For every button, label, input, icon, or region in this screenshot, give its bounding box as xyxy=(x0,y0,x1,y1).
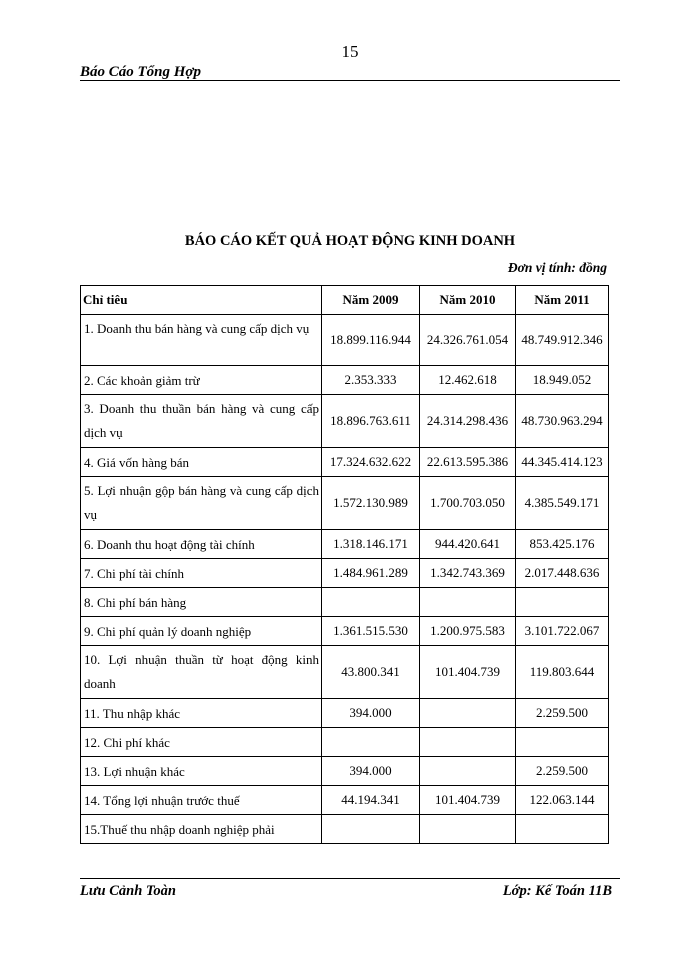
row-label: 12. Chi phí khác xyxy=(81,728,322,757)
value-2009: 18.896.763.611 xyxy=(322,395,420,448)
table-row xyxy=(81,448,609,477)
value-2010 xyxy=(420,588,516,617)
value-2011: 4.385.549.171 xyxy=(516,477,609,530)
value-2010: 1.700.703.050 xyxy=(420,477,516,530)
table-row xyxy=(81,728,609,757)
table-row xyxy=(81,646,609,699)
value-2010: 944.420.641 xyxy=(420,530,516,559)
row-label: 3. Doanh thu thuần bán hàng và cung cấp dịch vụ xyxy=(81,395,322,448)
value-2011: 119.803.644 xyxy=(516,646,609,699)
value-2010 xyxy=(420,699,516,728)
value-2009: 1.361.515.530 xyxy=(322,617,420,646)
value-2009: 1.484.961.289 xyxy=(322,559,420,588)
report-title: BÁO CÁO KẾT QUẢ HOẠT ĐỘNG KINH DOANH xyxy=(184,233,516,249)
value-2010: 101.404.739 xyxy=(420,786,516,815)
footer-author: Lưu Cảnh Toàn xyxy=(80,883,176,899)
value-2009: 18.899.116.944 xyxy=(322,315,420,366)
row-label: 13. Lợi nhuận khác xyxy=(81,757,322,786)
value-2009 xyxy=(322,588,420,617)
value-2011 xyxy=(516,815,609,844)
table-row xyxy=(81,617,609,646)
value-2009: 44.194.341 xyxy=(322,786,420,815)
value-2009: 2.353.333 xyxy=(322,366,420,395)
row-label: 11. Thu nhập khác xyxy=(81,699,322,728)
row-label: 6. Doanh thu hoạt động tài chính xyxy=(81,530,322,559)
footer-class: Lớp: Kế Toán 11B xyxy=(502,883,612,899)
value-2010: 1.342.743.369 xyxy=(420,559,516,588)
table-header-row xyxy=(81,286,609,315)
row-label: 5. Lợi nhuận gộp bán hàng và cung cấp dịch vụ xyxy=(81,477,322,530)
page-footer xyxy=(80,878,620,900)
page-header: Báo Cáo Tổng Hợp xyxy=(80,64,620,81)
value-2010 xyxy=(420,728,516,757)
value-2011: 3.101.722.067 xyxy=(516,617,609,646)
row-label: 2. Các khoản giảm trừ xyxy=(81,366,322,395)
value-2011: 48.749.912.346 xyxy=(516,315,609,366)
table-row xyxy=(81,757,609,786)
header-year-2011: Năm 2011 xyxy=(516,286,609,315)
table-row xyxy=(81,530,609,559)
value-2010: 1.200.975.583 xyxy=(420,617,516,646)
value-2011: 18.949.052 xyxy=(516,366,609,395)
table-row xyxy=(81,477,609,530)
row-label: 7. Chi phí tài chính xyxy=(81,559,322,588)
header-year-2010: Năm 2010 xyxy=(420,286,516,315)
table-row xyxy=(81,815,609,844)
value-2010: 24.326.761.054 xyxy=(420,315,516,366)
value-2009 xyxy=(322,815,420,844)
value-2010 xyxy=(420,757,516,786)
value-2009: 394.000 xyxy=(322,699,420,728)
row-label: 8. Chi phí bán hàng xyxy=(81,588,322,617)
value-2011: 2.259.500 xyxy=(516,757,609,786)
value-2009: 1.318.146.171 xyxy=(322,530,420,559)
value-2010: 12.462.618 xyxy=(420,366,516,395)
table-row xyxy=(81,699,609,728)
value-2010: 22.613.595.386 xyxy=(420,448,516,477)
value-2011: 2.017.448.636 xyxy=(516,559,609,588)
value-2009: 394.000 xyxy=(322,757,420,786)
value-2009 xyxy=(322,728,420,757)
value-2011: 2.259.500 xyxy=(516,699,609,728)
value-2009: 17.324.632.622 xyxy=(322,448,420,477)
table-row xyxy=(81,588,609,617)
row-label: 1. Doanh thu bán hàng và cung cấp dịch vụ xyxy=(81,315,322,366)
value-2010: 24.314.298.436 xyxy=(420,395,516,448)
table-row xyxy=(81,366,609,395)
table-row xyxy=(81,315,609,366)
page-number: 15 xyxy=(341,42,359,61)
value-2011 xyxy=(516,588,609,617)
header-indicator: Chỉ tiêu xyxy=(81,286,322,315)
value-2011: 44.345.414.123 xyxy=(516,448,609,477)
value-2011: 122.063.144 xyxy=(516,786,609,815)
income-statement-table xyxy=(80,285,609,844)
unit-label: Đơn vị tính: đồng xyxy=(507,260,607,275)
row-label: 4. Giá vốn hàng bán xyxy=(81,448,322,477)
table-row xyxy=(81,395,609,448)
value-2009: 1.572.130.989 xyxy=(322,477,420,530)
value-2011 xyxy=(516,728,609,757)
header-year-2009: Năm 2009 xyxy=(322,286,420,315)
value-2010: 101.404.739 xyxy=(420,646,516,699)
table-row xyxy=(81,786,609,815)
row-label: 14. Tổng lợi nhuận trước thuế xyxy=(81,786,322,815)
value-2011: 48.730.963.294 xyxy=(516,395,609,448)
value-2010 xyxy=(420,815,516,844)
table-row xyxy=(81,559,609,588)
row-label: 10. Lợi nhuận thuần từ hoạt động kinh doanh xyxy=(81,646,322,699)
row-label: 9. Chi phí quản lý doanh nghiệp xyxy=(81,617,322,646)
row-label: 15.Thuế thu nhập doanh nghiệp phải xyxy=(81,815,322,844)
value-2011: 853.425.176 xyxy=(516,530,609,559)
value-2009: 43.800.341 xyxy=(322,646,420,699)
